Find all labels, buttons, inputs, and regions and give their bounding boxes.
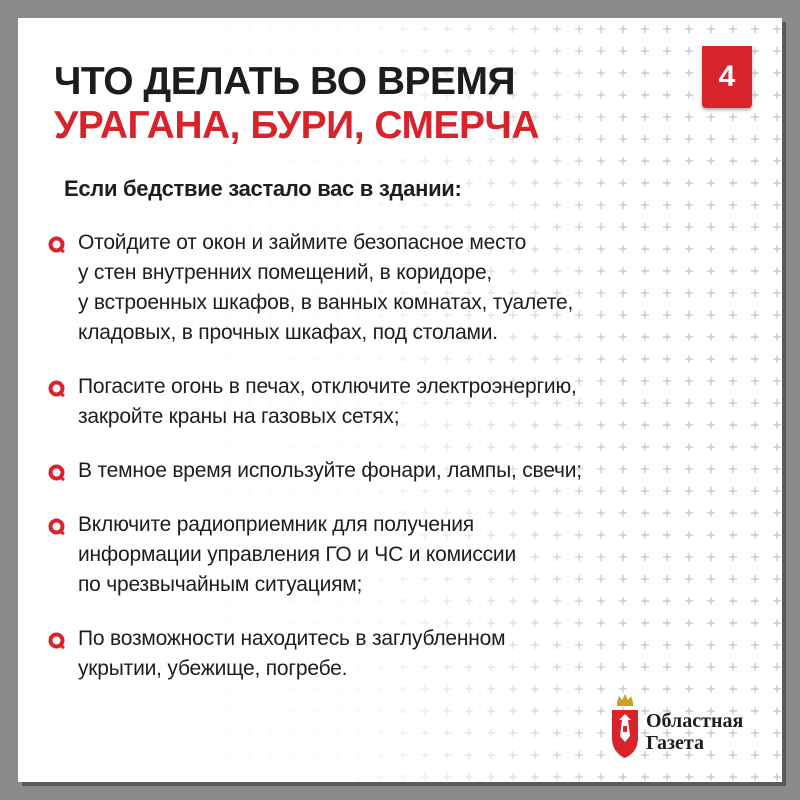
list-item [48, 510, 748, 600]
red-ring-bullet-icon [48, 380, 65, 397]
list-item-text: Включите радиоприемник для получения информации управления ГО и ЧС и комиссии по чрезвычайным ситуациям; [78, 513, 516, 596]
red-ring-bullet-icon [48, 236, 65, 253]
page-number-badge: 4 [702, 46, 752, 108]
list-item-text: Отойдите от окон и займите безопасное место у стен внутренних помещений, в коридоре, у встроенных шкафов, в ванных комнатах, туалете, кладовых, в прочных шкафах, под столами. [78, 231, 574, 344]
red-ring-bullet-icon [48, 464, 65, 481]
logo-wordmark [646, 710, 743, 754]
list-item-text: По возможности находитесь в заглубленном укрытии, убежище, погребе. [78, 627, 506, 680]
crowned-shield-emblem-icon [608, 692, 642, 762]
newspaper-logo [606, 690, 776, 768]
list-item [48, 228, 748, 348]
list-item-text: В темное время используйте фонари, лампы, свечи; [78, 459, 582, 482]
instructions-list [48, 228, 748, 708]
list-item [48, 456, 748, 486]
logo-line-1: Областная [646, 710, 744, 732]
red-ring-bullet-icon [48, 632, 65, 649]
red-ring-bullet-icon [48, 518, 65, 535]
list-item [48, 372, 748, 432]
subtitle: Если бедствие застало вас в здании: [64, 176, 462, 201]
logo-line-2: Газета [646, 732, 704, 754]
page-title [54, 60, 539, 148]
infographic-card [18, 18, 782, 782]
list-item-text: Погасите огонь в печах, отключите электроэнергию, закройте краны на газовых сетях; [78, 375, 577, 428]
list-item [48, 624, 748, 684]
title-line-2: УРАГАНА, БУРИ, СМЕРЧА [54, 104, 540, 147]
title-line-1: ЧТО ДЕЛАТЬ ВО ВРЕМЯ [54, 60, 516, 103]
